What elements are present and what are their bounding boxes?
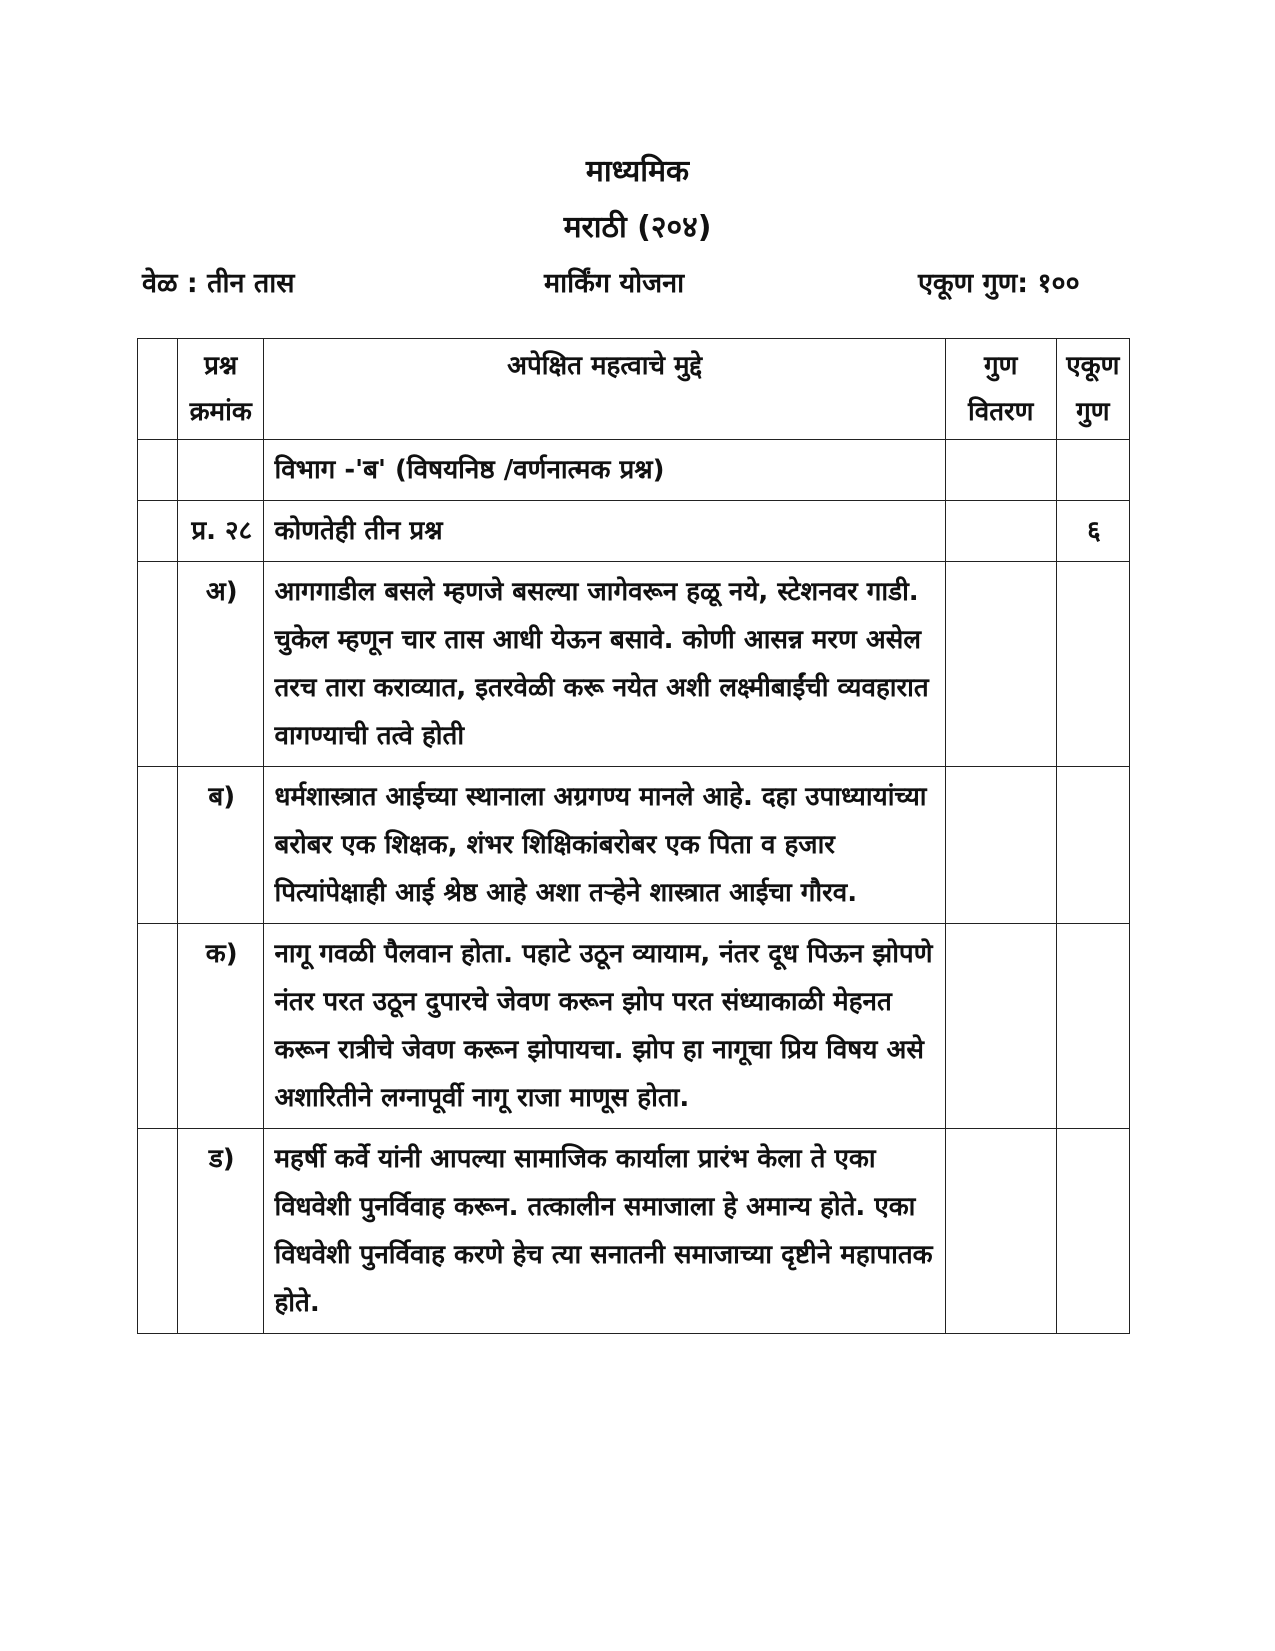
answer-text: आगगाडील बसले म्हणजे बसल्या जागेवरून हळू नये, स्टेशनवर गाडी. चुकेल म्हणून चार तास आधी येऊन बसावे. कोणी आसन्न मरण असेल तरच तारा कराव्यात, इतरवेळी करू नयेत अशी लक्ष्मीबाईंची व्यवहारात वागण्याची तत्वे होती	[264, 562, 945, 767]
answer-text: नागू गवळी पैलवान होता. पहाटे उठून व्यायाम, नंतर दूध पिऊन झोपणे नंतर परत उठून दुपारचे जेवण करून झोप परत संध्याकाळी मेहनत करून रात्रीचे जेवण करून झोपायचा. झोप हा नागूचा प्रिय विषय असे अशारितीने लग्नापूर्वी नागू राजा माणूस होता.	[264, 924, 945, 1129]
question-number: प्र. २८	[177, 501, 264, 562]
cell-blank	[138, 501, 178, 562]
header-mark-distribution: गुण वितरण	[945, 339, 1056, 440]
section-label: विभाग -'ब' (विषयनिष्ठ /वर्णनात्मक प्रश्न)	[264, 440, 945, 501]
answer-text: महर्षी कर्वे यांनी आपल्या सामाजिक कार्याला प्रारंभ केला ते एका विधवेशी पुनर्विवाह करून. तत्कालीन समाजाला हे अमान्य होते. एका विधवेशी पुनर्विवाह करणे हेच त्या सनातनी समाजाच्या दृष्टीने महापातक होते.	[264, 1129, 945, 1334]
cell-blank	[1056, 440, 1129, 501]
section-row	[138, 440, 1130, 501]
question-total: ६	[1056, 501, 1129, 562]
exam-time: वेळ : तीन तास	[142, 268, 295, 299]
table-row	[138, 924, 1130, 1129]
answer-text: धर्मशास्त्रात आईच्या स्थानाला अग्रगण्य मानले आहे. दहा उपाध्यायांच्या बरोबर एक शिक्षक, शंभर शिक्षिकांबरोबर एक पिता व हजार पित्यांपेक्षाही आई श्रेष्ठ आहे अशा तऱ्हेने शास्त्रात आईचा गौरव.	[264, 767, 945, 924]
table-row	[138, 562, 1130, 767]
cell-blank	[1056, 924, 1129, 1129]
answer-label: अ)	[177, 562, 264, 767]
cell-blank	[945, 924, 1056, 1129]
table-header-row	[138, 339, 1130, 440]
header-expected-points: अपेक्षित महत्वाचे मुद्दे	[264, 339, 945, 440]
document-subject: मराठी (२०४)	[563, 210, 712, 245]
table-row	[138, 1129, 1130, 1334]
cell-blank	[1056, 1129, 1129, 1334]
cell-blank	[138, 440, 178, 501]
cell-blank	[945, 767, 1056, 924]
document-level: माध्यमिक	[585, 154, 690, 189]
table-row	[138, 767, 1130, 924]
question-text: कोणतेही तीन प्रश्न	[264, 501, 945, 562]
answer-label: ड)	[177, 1129, 264, 1334]
cell-blank	[138, 767, 178, 924]
cell-blank	[138, 924, 178, 1129]
cell-blank	[1056, 767, 1129, 924]
marking-scheme-title: मार्किंग योजना	[544, 268, 685, 299]
cell-blank	[177, 440, 264, 501]
header-blank	[138, 339, 178, 440]
cell-blank	[945, 1129, 1056, 1334]
cell-blank	[945, 562, 1056, 767]
exam-total-marks: एकूण गुण: १००	[918, 268, 1080, 299]
cell-blank	[945, 501, 1056, 562]
cell-blank	[138, 1129, 178, 1334]
cell-blank	[1056, 562, 1129, 767]
header-question-no: प्रश्न क्रमांक	[177, 339, 264, 440]
answer-label: क)	[177, 924, 264, 1129]
marking-scheme-table	[137, 338, 1130, 1334]
header-total: एकूण गुण	[1056, 339, 1129, 440]
answer-label: ब)	[177, 767, 264, 924]
cell-blank	[945, 440, 1056, 501]
cell-blank	[138, 562, 178, 767]
question-row	[138, 501, 1130, 562]
